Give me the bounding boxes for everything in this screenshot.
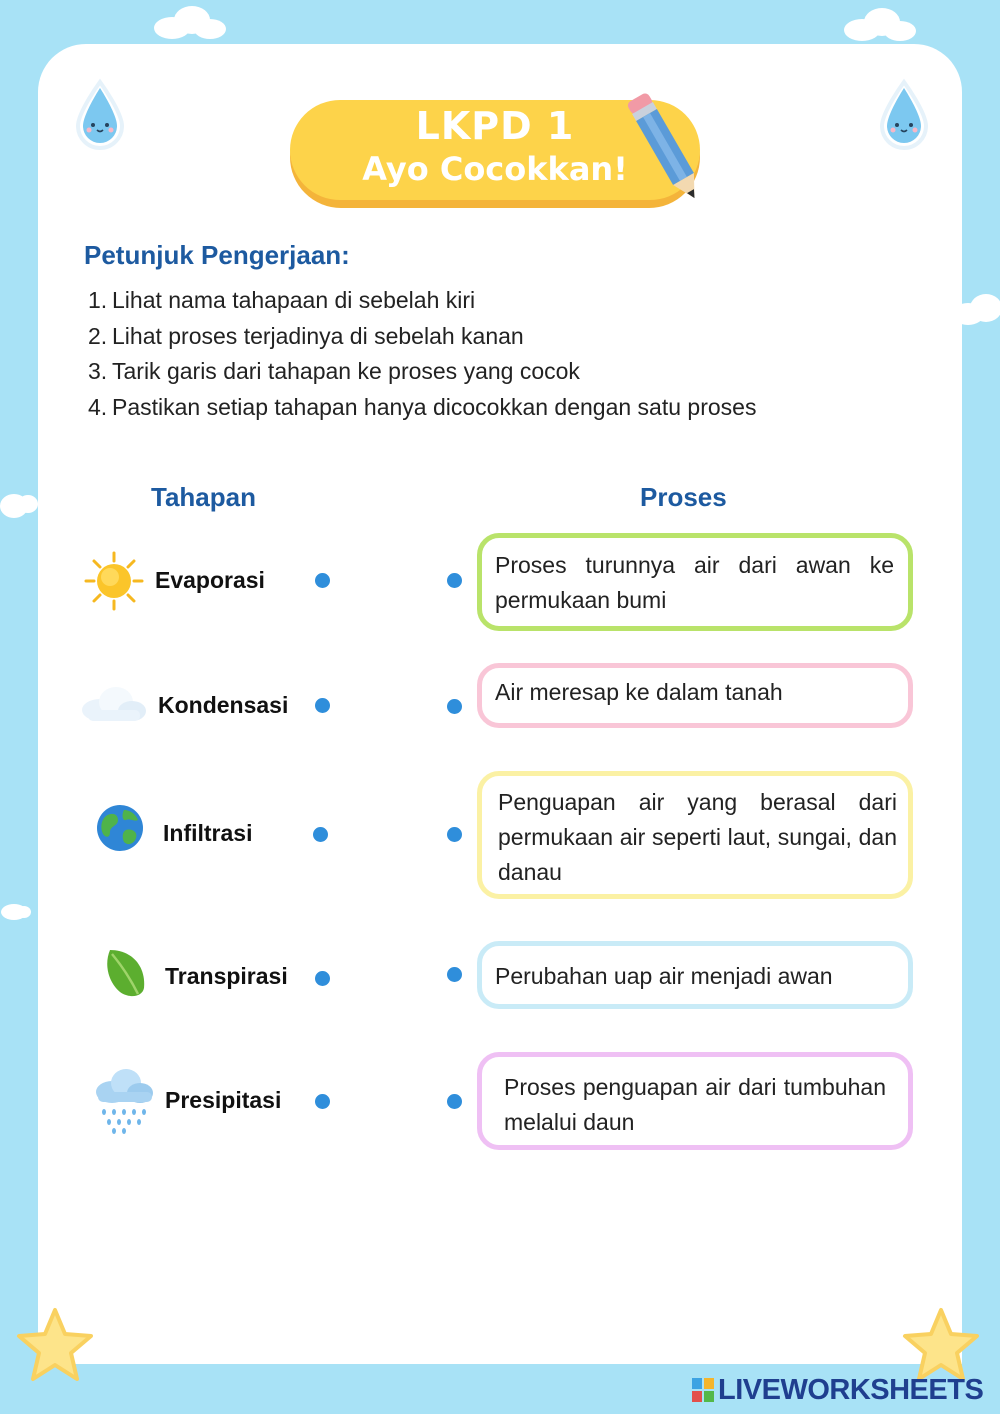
stage-label-kondensasi: Kondensasi xyxy=(158,692,289,718)
process-match-dot-3[interactable] xyxy=(447,827,462,842)
step-text: Lihat nama tahapaan di sebelah kiri xyxy=(112,287,476,313)
stage-label-presipitasi: Presipitasi xyxy=(165,1087,282,1113)
process-text: Air meresap ke dalam tanah xyxy=(495,679,783,705)
process-match-dot-1[interactable] xyxy=(447,573,462,588)
cloud-decoration xyxy=(0,898,32,922)
step-number: 4. xyxy=(88,393,108,420)
process-text: Proses penguapan air dari tumbuhan melalui daun xyxy=(504,1074,886,1135)
instructions-heading: Petunjuk Pengerjaan: xyxy=(84,240,350,270)
leaf-icon xyxy=(102,944,150,1000)
brand-logo-text: LIVEWORKSHEETS xyxy=(718,1374,984,1406)
process-box-2 xyxy=(477,663,913,728)
process-box-3 xyxy=(477,771,913,899)
sun-icon xyxy=(84,551,144,611)
process-text: Perubahan uap air menjadi awan xyxy=(495,963,833,989)
stage-match-dot-evaporasi[interactable] xyxy=(315,573,330,588)
step-text: Pastikan setiap tahapan hanya dicocokkan dengan satu proses xyxy=(112,393,757,420)
stage-label-evaporasi: Evaporasi xyxy=(155,567,265,593)
column-heading-stages: Tahapan xyxy=(151,482,256,512)
stage-label-infiltrasi: Infiltrasi xyxy=(163,820,253,846)
water-drop-icon xyxy=(72,78,128,150)
stage-match-dot-presipitasi[interactable] xyxy=(315,1094,330,1109)
stage-match-dot-transpirasi[interactable] xyxy=(315,971,330,986)
instruction-step xyxy=(88,355,756,391)
liveworksheets-logo-icon xyxy=(692,1378,714,1402)
pencil-icon xyxy=(620,84,710,210)
step-number: 3. xyxy=(88,358,108,384)
cloud-decoration xyxy=(840,6,920,42)
process-match-dot-2[interactable] xyxy=(447,699,462,714)
process-match-dot-4[interactable] xyxy=(447,967,462,982)
instruction-step xyxy=(88,284,756,320)
stage-label-transpirasi: Transpirasi xyxy=(165,963,288,989)
process-text: Penguapan air yang berasal dari permukaan air seperti laut, sungai, dan danau xyxy=(498,789,897,885)
stage-match-dot-kondensasi[interactable] xyxy=(315,698,330,713)
step-number: 2. xyxy=(88,322,108,349)
cloud-icon xyxy=(80,684,148,724)
cloud-decoration xyxy=(150,4,230,40)
step-text: Lihat proses terjadinya di sebelah kanan xyxy=(112,322,524,349)
page-subtitle: Ayo Cocokkan! xyxy=(362,150,628,188)
instruction-step xyxy=(88,391,756,427)
star-icon xyxy=(14,1306,96,1386)
earth-icon xyxy=(96,804,144,852)
instructions-list xyxy=(88,284,756,426)
process-box-5 xyxy=(477,1052,913,1150)
cloud-decoration xyxy=(0,482,40,522)
step-number: 1. xyxy=(88,287,108,313)
process-match-dot-5[interactable] xyxy=(447,1094,462,1109)
process-box-1 xyxy=(477,533,913,631)
stage-match-dot-infiltrasi[interactable] xyxy=(313,827,328,842)
water-drop-icon xyxy=(876,78,932,150)
rain-cloud-icon xyxy=(92,1066,156,1136)
step-text: Tarik garis dari tahapan ke proses yang cocok xyxy=(112,358,580,384)
page-title: LKPD 1 xyxy=(415,104,575,148)
instruction-step xyxy=(88,320,756,356)
process-text: Proses turunnya air dari awan ke permukaan bumi xyxy=(495,552,894,613)
process-box-4 xyxy=(477,941,913,1009)
column-heading-processes: Proses xyxy=(640,482,727,512)
